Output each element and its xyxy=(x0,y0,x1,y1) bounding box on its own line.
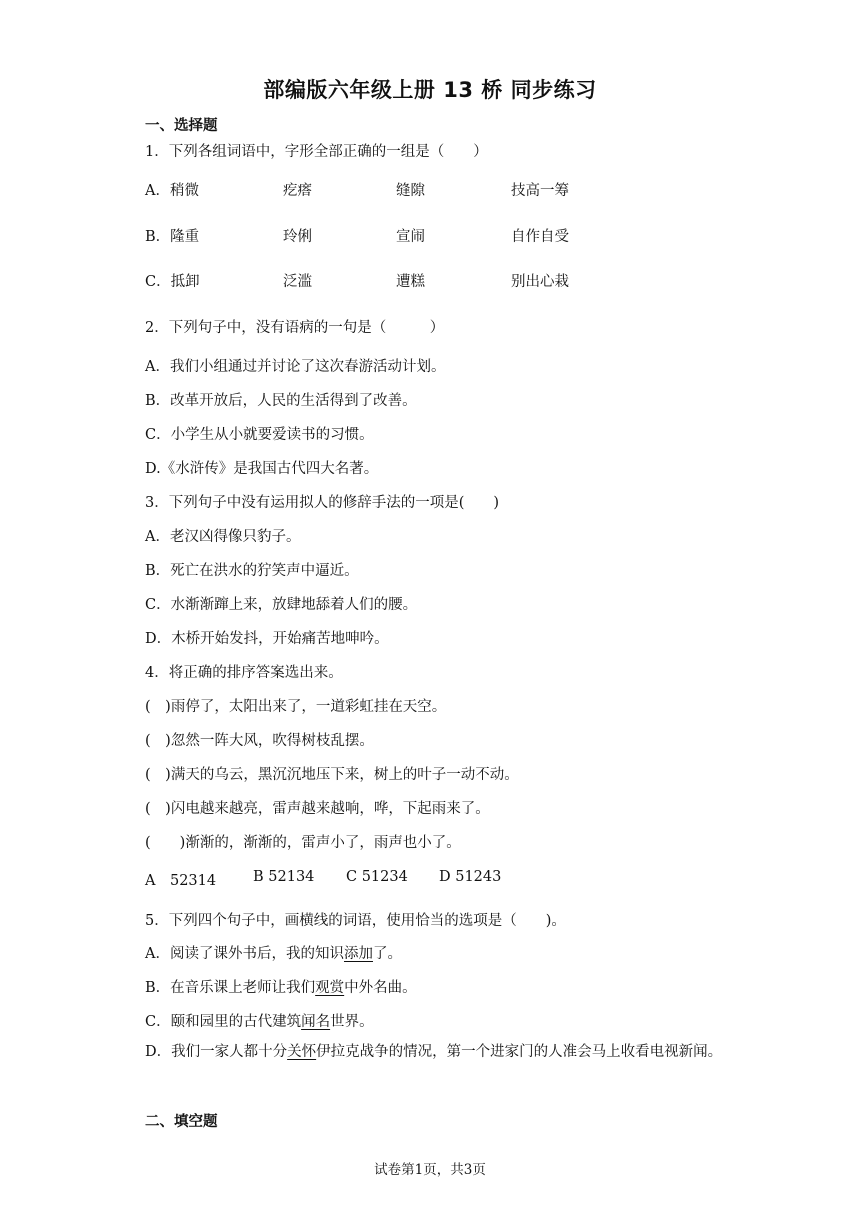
question-4-item-3: ( )满天的乌云，黑沉沉地压下来，树上的叶子一动不动。 xyxy=(145,767,519,783)
question-5-option-d xyxy=(145,1036,725,1069)
q1-row-b-word-2: 玲俐 xyxy=(283,229,312,245)
question-2-option-b: B．改革开放后，人民的生活得到了改善。 xyxy=(145,393,417,409)
q1-row-c-word-1: C．抵卸 xyxy=(145,274,200,290)
question-3-option-d: D．木桥开始发抖，开始痛苦地呻吟。 xyxy=(145,631,389,647)
q5-d-text-after: 伊拉克战争的情况，第一个进家门的人准会马上收看电视新闻。 xyxy=(316,1044,723,1060)
question-4-item-2: ( )忽然一阵大风，吹得树枝乱摆。 xyxy=(145,733,374,749)
q4-answer-b: B 52134 xyxy=(253,869,315,885)
section-heading-fill-blank: 二、填空题 xyxy=(145,1114,218,1130)
page-title: 部编版六年级上册 13 桥 同步练习 xyxy=(263,78,597,102)
question-5-stem: 5．下列四个句子中，画横线的词语，使用恰当的选项是（ )。 xyxy=(145,913,566,929)
q1-row-b-word-3: 宣闹 xyxy=(396,229,425,245)
q1-row-a-word-2: 疙瘩 xyxy=(283,183,312,199)
q5-a-text-after: 了。 xyxy=(372,946,402,962)
q4-answer-d: D 51243 xyxy=(439,869,502,885)
question-4-stem: 4．将正确的排序答案选出来。 xyxy=(145,665,343,681)
page-footer: 试卷第1页，共3页 xyxy=(374,1162,486,1178)
question-2-option-d: D.《水浒传》是我国古代四大名著。 xyxy=(145,461,379,477)
question-2-option-c: C．小学生从小就要爱读书的习惯。 xyxy=(145,427,374,443)
q1-row-c-word-2: 泛滥 xyxy=(283,274,312,290)
question-4-item-4: ( )闪电越来越亮，雷声越来越响，哗，下起雨来了。 xyxy=(145,801,490,817)
q5-c-underlined-word: 闻名 xyxy=(301,1014,331,1030)
q5-c-text-after: 世界。 xyxy=(330,1014,374,1030)
question-2-stem: 2．下列句子中，没有语病的一句是（ ） xyxy=(145,320,445,336)
q1-row-a-word-1: A．稍微 xyxy=(145,183,199,199)
q1-row-a-word-4: 技高一筹 xyxy=(511,183,569,199)
q1-row-c-word-4: 别出心栽 xyxy=(511,274,569,290)
q4-answer-a: A 52314 xyxy=(145,873,217,889)
q5-a-text-before: A．阅读了课外书后，我的知识 xyxy=(145,946,344,962)
question-5-option-a xyxy=(145,942,402,963)
question-5-option-c xyxy=(145,1010,374,1031)
q1-row-b-word-4: 自作自受 xyxy=(511,229,569,245)
q1-row-a-word-3: 缝隙 xyxy=(396,183,425,199)
q1-row-c-word-3: 遭糕 xyxy=(396,274,425,290)
question-3-option-c: C．水渐渐蹿上来，放肆地舔着人们的腰。 xyxy=(145,597,418,613)
q5-c-text-before: C．颐和园里的古代建筑 xyxy=(145,1014,302,1030)
question-3-stem: 3．下列句子中没有运用拟人的修辞手法的一项是( ) xyxy=(145,495,500,511)
q5-b-text-before: B．在音乐课上老师让我们 xyxy=(145,980,316,996)
q5-a-underlined-word: 添加 xyxy=(343,946,373,962)
section-heading-choice: 一、选择题 xyxy=(145,118,218,134)
question-5-option-b xyxy=(145,976,417,997)
question-1-stem: 1．下列各组词语中，字形全部正确的一组是（ ） xyxy=(145,144,488,160)
q5-b-text-after: 中外名曲。 xyxy=(344,980,417,996)
question-3-option-a: A．老汉凶得像只豹子。 xyxy=(145,529,301,545)
question-4-item-1: ( )雨停了，太阳出来了，一道彩虹挂在天空。 xyxy=(145,699,447,715)
question-2-option-a: A．我们小组通过并讨论了这次春游活动计划。 xyxy=(145,359,446,375)
q5-d-underlined-word: 关怀 xyxy=(287,1044,317,1060)
q4-answer-c: C 51234 xyxy=(346,869,408,885)
q5-d-text-before: D．我们一家人都十分 xyxy=(145,1044,288,1060)
q1-row-b-word-1: B．隆重 xyxy=(145,229,200,245)
q5-b-underlined-word: 观赏 xyxy=(315,980,345,996)
question-4-item-5: ( )渐渐的，渐渐的，雷声小了，雨声也小了。 xyxy=(145,835,461,851)
question-3-option-b: B．死亡在洪水的狞笑声中逼近。 xyxy=(145,563,359,579)
